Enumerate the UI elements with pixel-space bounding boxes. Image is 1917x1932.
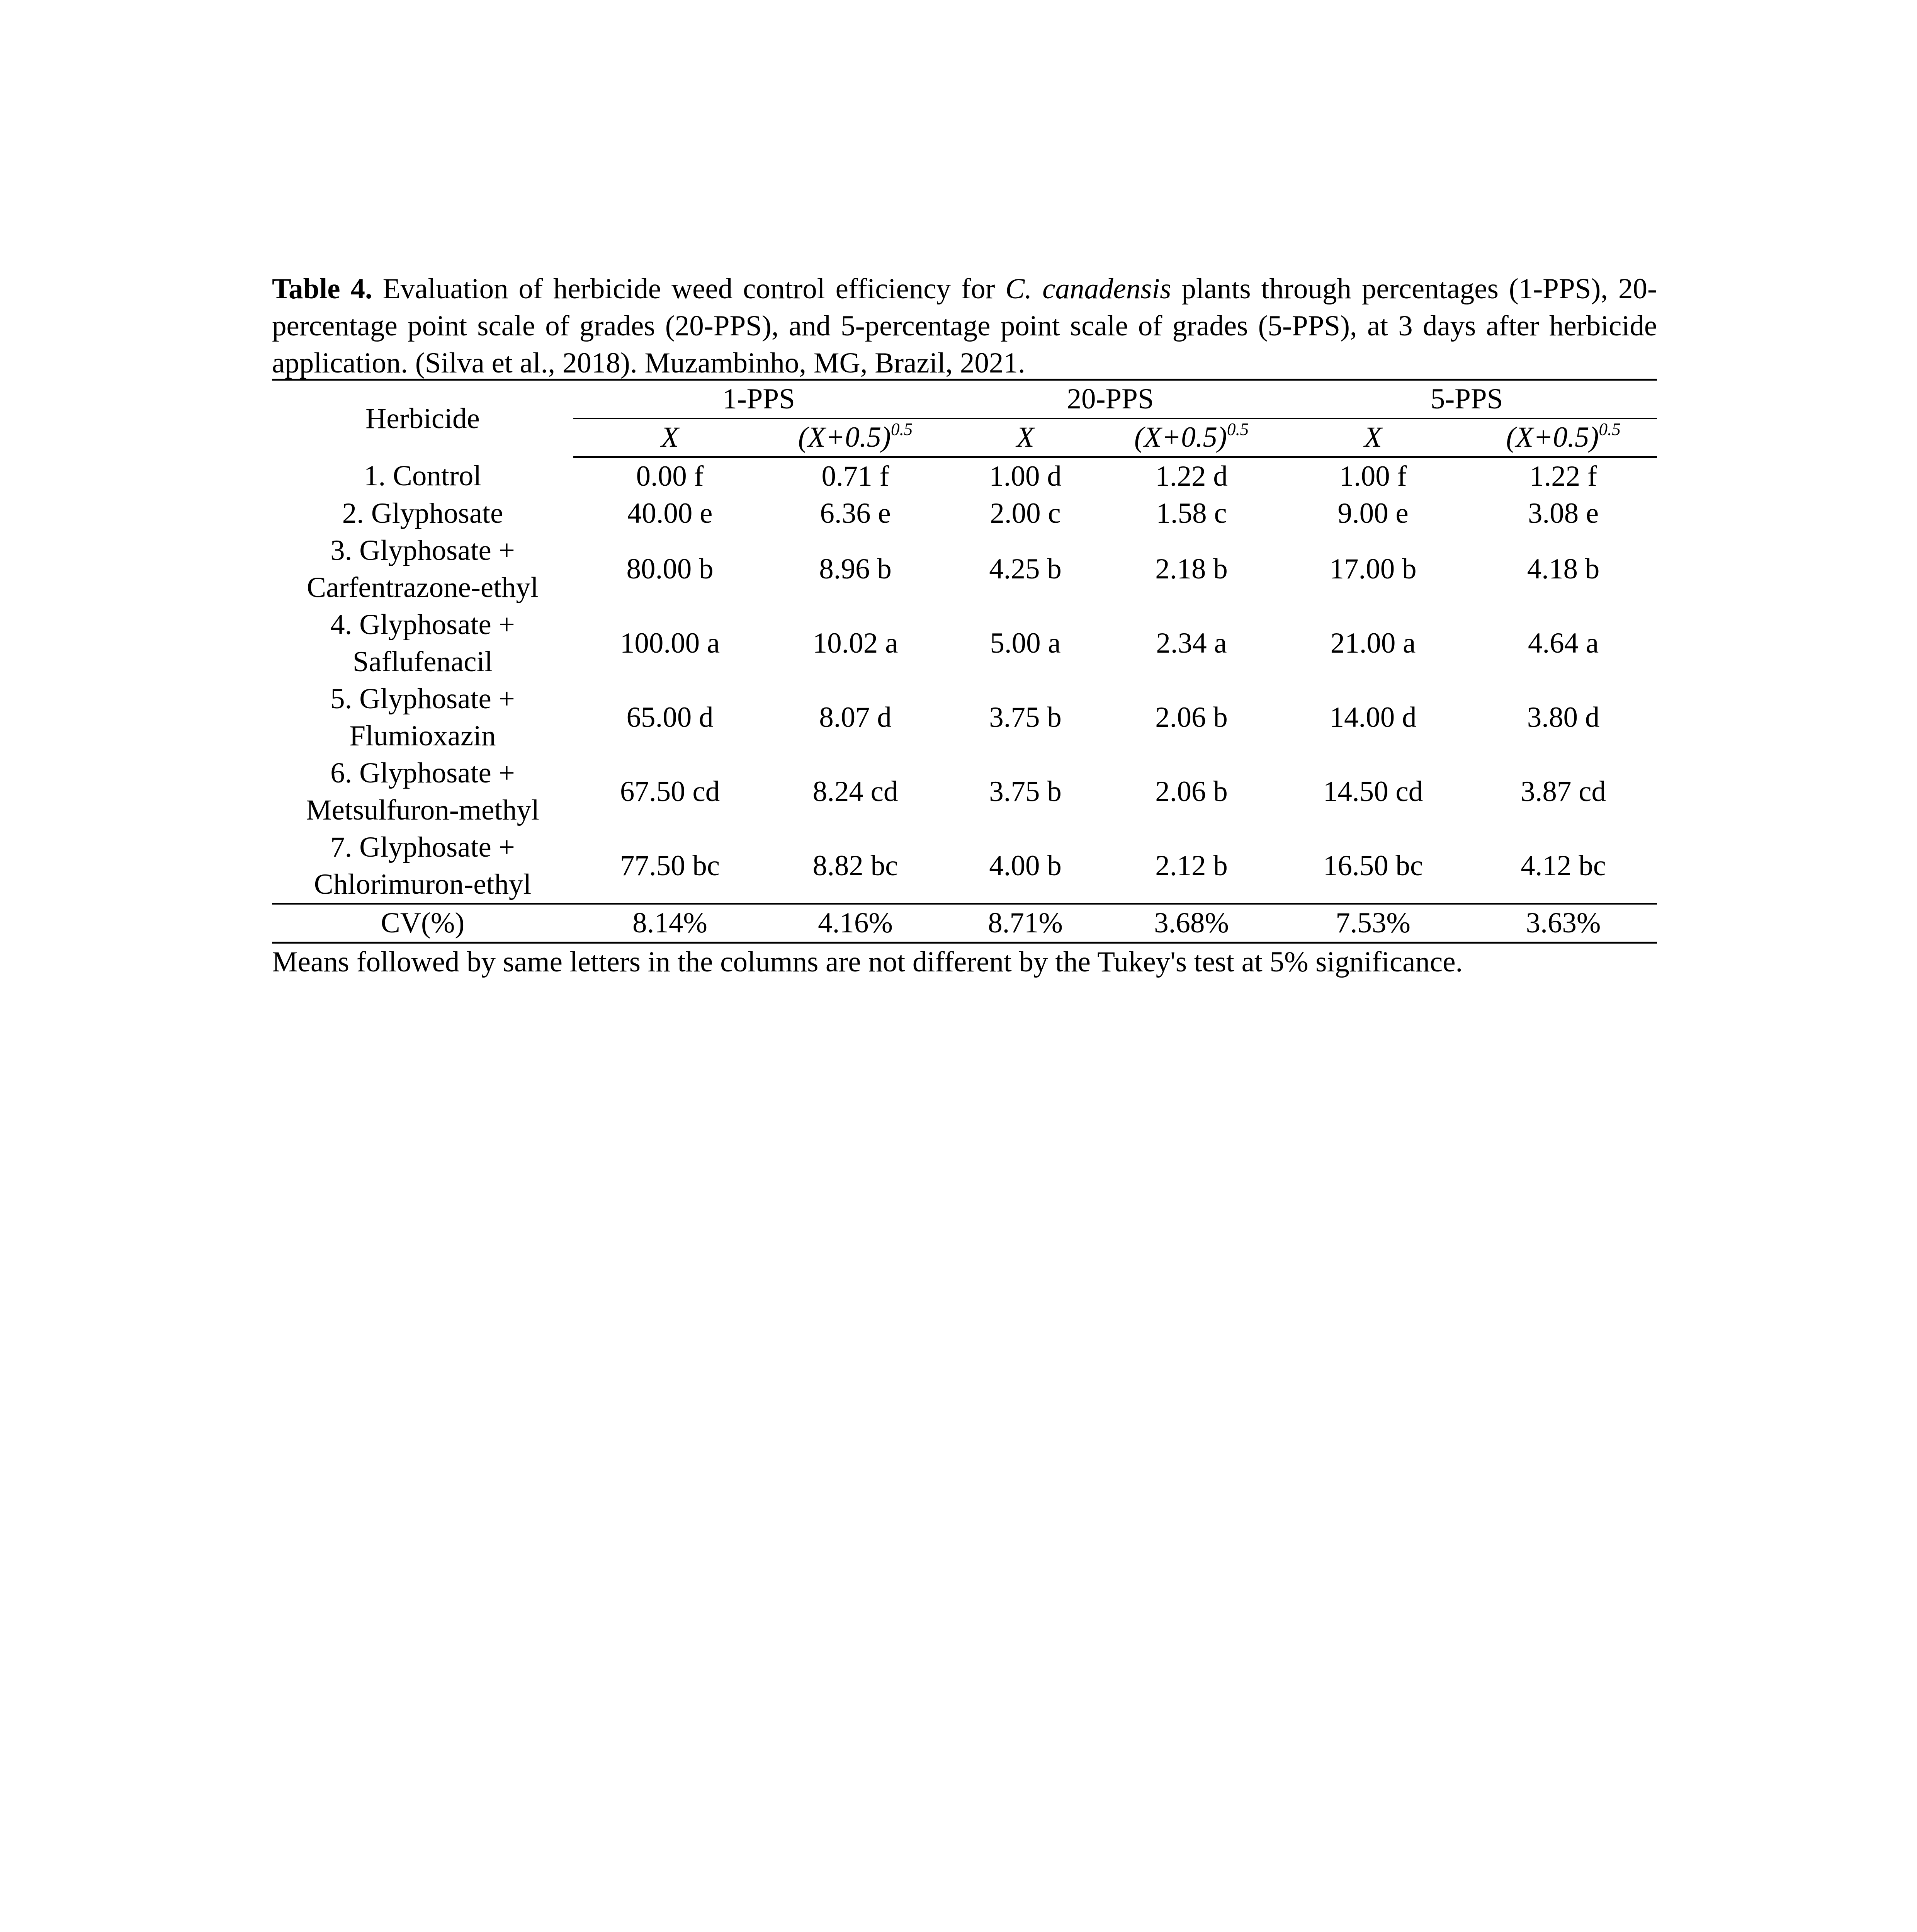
value-cell: 65.00 d bbox=[626, 701, 714, 733]
herbicide-cell bbox=[272, 755, 573, 829]
value-cell: 2.12 b bbox=[1155, 850, 1228, 882]
cv-label: CV(%) bbox=[272, 904, 573, 943]
value-cell: 4.25 b bbox=[989, 553, 1062, 585]
value-cell: 4.64 a bbox=[1528, 627, 1599, 659]
value-cell: 67.50 cd bbox=[620, 776, 720, 808]
header-herbicide: Herbicide bbox=[272, 380, 573, 457]
value-cell: 2.00 c bbox=[990, 497, 1061, 529]
herbicide-name-line: 6. Glyphosate + bbox=[330, 757, 515, 789]
cv-value: 7.53% bbox=[1276, 904, 1470, 943]
table-row bbox=[272, 755, 1657, 829]
caption-text-2: plants through percentages (1-PPS), 20-percentage point scale of grades (20-PPS), and 5-percentage point scale of grades (5-PPS), at 3 days after herbicide application. (Silva et al., 2018). Muzambinho, MG, Brazil, 2021. bbox=[272, 273, 1657, 379]
value-cell: 100.00 a bbox=[620, 627, 720, 659]
value-cell: 8.96 b bbox=[819, 553, 892, 585]
table-footnote: Means followed by same letters in the columns are not different by the Tukey's test at 5% significance. bbox=[272, 946, 1463, 978]
sub-header-x: X bbox=[944, 418, 1106, 457]
cv-value: 4.16% bbox=[766, 904, 944, 943]
value-cell: 1.00 f bbox=[1339, 460, 1407, 492]
cv-value: 3.63% bbox=[1470, 904, 1657, 943]
herbicide-cell bbox=[272, 457, 573, 495]
header-group-5-pps: 5-PPS bbox=[1276, 380, 1657, 418]
value-cell: 4.12 bc bbox=[1521, 850, 1606, 882]
herbicide-name-line: Flumioxazin bbox=[349, 720, 496, 752]
value-cell: 0.71 f bbox=[821, 460, 889, 492]
sub-header-transform: $(X+0.5)^{0.5}$ bbox=[766, 418, 944, 457]
herbicide-name-line: 5. Glyphosate + bbox=[330, 683, 515, 715]
value-cell: 1.58 c bbox=[1156, 497, 1227, 529]
herbicide-name-line: 1. Control bbox=[364, 459, 482, 492]
value-cell: 3.75 b bbox=[989, 701, 1062, 733]
value-cell: 3.87 cd bbox=[1521, 776, 1606, 808]
sub-header-transform: $(X+0.5)^{0.5}$ bbox=[1106, 418, 1276, 457]
herbicide-name-line: Metsulfuron-methyl bbox=[306, 794, 540, 826]
cv-value: 8.14% bbox=[573, 904, 766, 943]
cv-row bbox=[272, 904, 1657, 943]
value-cell: 8.82 bc bbox=[812, 850, 898, 882]
table-label: Table 4. bbox=[272, 273, 372, 305]
value-cell: 4.00 b bbox=[989, 850, 1062, 882]
herbicide-cell bbox=[272, 680, 573, 755]
cv-value: 8.71% bbox=[944, 904, 1106, 943]
value-cell: 2.34 a bbox=[1156, 627, 1227, 659]
table-caption bbox=[272, 270, 1657, 382]
herbicide-name-line: Chlorimuron-ethyl bbox=[314, 868, 532, 900]
value-cell: 14.00 d bbox=[1329, 701, 1417, 733]
header-group-1-pps: 1-PPS bbox=[573, 380, 944, 418]
herbicide-cell bbox=[272, 495, 573, 532]
herbicide-name-line: 3. Glyphosate + bbox=[330, 534, 515, 566]
value-cell: 2.06 b bbox=[1155, 776, 1228, 808]
value-cell: 17.00 b bbox=[1329, 553, 1417, 585]
herbicide-cell bbox=[272, 532, 573, 606]
value-cell: 2.18 b bbox=[1155, 553, 1228, 585]
results-table bbox=[272, 379, 1657, 944]
value-cell: 1.22 f bbox=[1530, 460, 1597, 492]
value-cell: 77.50 bc bbox=[620, 850, 720, 882]
herbicide-name-line: 2. Glyphosate bbox=[342, 497, 503, 529]
header-group-20-pps: 20-PPS bbox=[944, 380, 1276, 418]
herbicide-name-line: Saflufenacil bbox=[352, 646, 493, 678]
table-row bbox=[272, 532, 1657, 606]
value-cell: 6.36 e bbox=[820, 497, 891, 529]
table-row bbox=[272, 495, 1657, 532]
herbicide-name-line: 4. Glyphosate + bbox=[330, 609, 515, 641]
value-cell: 5.00 a bbox=[990, 627, 1061, 659]
herbicide-name-line: 7. Glyphosate + bbox=[330, 831, 515, 863]
page-content bbox=[272, 270, 1657, 981]
value-cell: 4.18 b bbox=[1527, 553, 1600, 585]
herbicide-name-line: Carfentrazone-ethyl bbox=[307, 571, 539, 604]
species-name: C. canadensis bbox=[1005, 273, 1171, 305]
value-cell: 3.75 b bbox=[989, 776, 1062, 808]
value-cell: 1.00 d bbox=[989, 460, 1062, 492]
value-cell: 9.00 e bbox=[1337, 497, 1409, 529]
sub-header-x: X bbox=[573, 418, 766, 457]
value-cell: 21.00 a bbox=[1330, 627, 1416, 659]
value-cell: 8.07 d bbox=[819, 701, 892, 733]
value-cell: 80.00 b bbox=[626, 553, 714, 585]
value-cell: 0.00 f bbox=[636, 460, 704, 492]
value-cell: 2.06 b bbox=[1155, 701, 1228, 733]
caption-text-1: Evaluation of herbicide weed control efficiency for bbox=[372, 273, 1006, 305]
value-cell: 40.00 e bbox=[627, 497, 713, 529]
sub-header-transform: $(X+0.5)^{0.5}$ bbox=[1470, 418, 1657, 457]
group-header-row bbox=[272, 380, 1657, 418]
value-cell: 10.02 a bbox=[812, 627, 898, 659]
table-row bbox=[272, 829, 1657, 904]
value-cell: 16.50 bc bbox=[1323, 850, 1423, 882]
cv-value: 3.68% bbox=[1106, 904, 1276, 943]
table-row bbox=[272, 606, 1657, 680]
sub-header-x: X bbox=[1276, 418, 1470, 457]
value-cell: 3.08 e bbox=[1528, 497, 1599, 529]
value-cell: 8.24 cd bbox=[812, 776, 898, 808]
herbicide-cell bbox=[272, 829, 573, 904]
table-row bbox=[272, 680, 1657, 755]
table-row bbox=[272, 457, 1657, 495]
value-cell: 14.50 cd bbox=[1323, 776, 1423, 808]
herbicide-cell bbox=[272, 606, 573, 680]
table-body bbox=[272, 457, 1657, 904]
value-cell: 1.22 d bbox=[1155, 460, 1228, 492]
value-cell: 3.80 d bbox=[1527, 701, 1600, 733]
